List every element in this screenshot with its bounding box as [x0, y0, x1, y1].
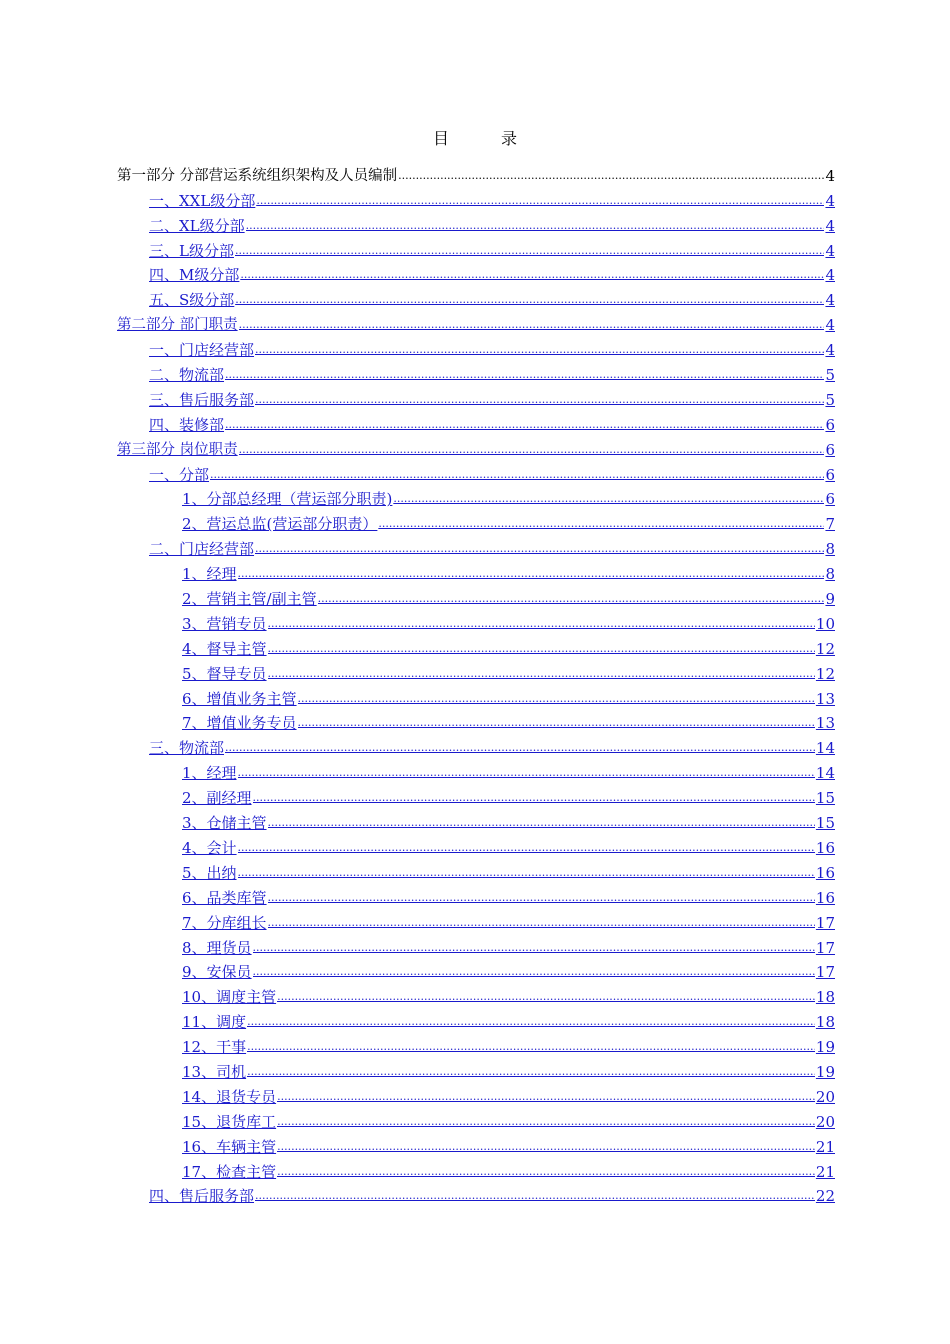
toc-entry-page-number: 17: [815, 913, 835, 932]
toc-entry-label: 五、S级分部: [149, 291, 235, 310]
toc-entry[interactable]: [117, 633, 835, 658]
toc-entry[interactable]: [117, 533, 835, 558]
toc-part-entry[interactable]: [117, 309, 835, 334]
dot-leader: [268, 914, 815, 932]
dot-leader: [210, 466, 824, 484]
toc-entry-page-number: 15: [815, 814, 835, 833]
toc-entry-page-number: 20: [815, 1112, 835, 1131]
dot-leader: [298, 714, 815, 732]
dot-leader: [277, 988, 815, 1006]
toc-entry-page-number: 4: [825, 316, 835, 335]
toc-entry-page-number: 14: [815, 739, 835, 758]
dot-leader: [318, 590, 825, 608]
toc-entry-label: 16、车辆主管: [182, 1137, 277, 1156]
dot-leader: [225, 366, 824, 384]
toc-entry-label: 二、物流部: [149, 366, 225, 385]
toc-entry[interactable]: [117, 210, 835, 235]
toc-entry-page-number: 8: [825, 565, 835, 584]
toc-entry-label: 1、经理: [182, 764, 237, 783]
toc-entry[interactable]: [117, 782, 835, 807]
toc-entry[interactable]: [117, 1081, 835, 1106]
toc-entry-label: 三、售后服务部: [149, 390, 255, 409]
dot-leader: [240, 266, 824, 284]
toc-entry[interactable]: [117, 384, 835, 409]
toc-entry-page-number: 22: [815, 1187, 835, 1206]
toc-entry[interactable]: [117, 359, 835, 384]
dot-leader: [255, 540, 824, 558]
dot-leader: [268, 889, 815, 907]
dot-leader: [268, 665, 815, 683]
toc-entry[interactable]: [117, 1131, 835, 1156]
toc-entry[interactable]: [117, 683, 835, 708]
toc-entry-label: 3、仓储主管: [182, 814, 267, 833]
dot-leader: [255, 391, 824, 409]
dot-leader: [277, 1163, 815, 1181]
toc-entry-label: 17、检查主管: [182, 1162, 277, 1181]
toc-entry-page-number: 12: [815, 664, 835, 683]
toc-entry-label: 二、XL级分部: [149, 216, 245, 235]
toc-entry[interactable]: [117, 732, 835, 757]
toc-entry[interactable]: [117, 260, 835, 285]
toc-entry[interactable]: [117, 235, 835, 260]
toc-entry-page-number: 15: [815, 789, 835, 808]
toc-entry-label: 一、分部: [149, 465, 210, 484]
toc-entry-label: 9、安保员: [182, 963, 252, 982]
toc-entry-page-number: 5: [825, 390, 835, 409]
toc-title: 目 录: [432, 129, 535, 148]
dot-leader: [247, 1038, 815, 1056]
toc-entry-label: 四、M级分部: [149, 266, 240, 285]
toc-entry-page-number: 6: [825, 440, 835, 459]
toc-entry-page-number: 12: [815, 639, 835, 658]
dot-leader: [268, 640, 815, 658]
toc-entry[interactable]: [117, 832, 835, 857]
toc-entry-page-number: 18: [815, 1013, 835, 1032]
toc-entry-page-number: 19: [815, 1038, 835, 1057]
toc-entry[interactable]: [117, 1006, 835, 1031]
toc-entry-label: 8、理货员: [182, 938, 252, 957]
dot-leader: [239, 316, 825, 334]
toc-entry-label: 2、副经理: [182, 789, 252, 808]
toc-entry-label: 13、司机: [182, 1062, 247, 1081]
dot-leader: [238, 565, 825, 583]
dot-leader: [298, 690, 815, 708]
dot-leader: [247, 1063, 815, 1081]
toc-part-entry: [117, 160, 835, 185]
toc-entry[interactable]: [117, 882, 835, 907]
table-of-contents: [117, 160, 835, 1205]
toc-entry-page-number: 6: [825, 490, 835, 509]
toc-entry[interactable]: [117, 807, 835, 832]
toc-entry-page-number: 4: [825, 266, 835, 285]
toc-entry-label: 2、营运总监(营运部分职责）: [182, 515, 378, 534]
dot-leader: [247, 1013, 815, 1031]
toc-entry[interactable]: [117, 284, 835, 309]
toc-part-entry[interactable]: [117, 434, 835, 459]
dot-leader: [253, 789, 815, 807]
dot-leader: [235, 291, 824, 309]
toc-entry-label: 7、增值业务专员: [182, 714, 297, 733]
dot-leader: [253, 963, 815, 981]
dot-leader: [238, 864, 815, 882]
toc-entry-label: 5、出纳: [182, 863, 237, 882]
toc-entry[interactable]: [117, 932, 835, 957]
toc-entry-page-number: 8: [825, 540, 835, 559]
toc-entry-label: 7、分库组长: [182, 913, 267, 932]
dot-leader: [246, 217, 825, 235]
toc-entry-page-number: 14: [815, 764, 835, 783]
toc-entry-page-number: 16: [815, 838, 835, 857]
dot-leader: [256, 192, 824, 210]
dot-leader: [268, 615, 815, 633]
toc-entry[interactable]: [117, 508, 835, 533]
toc-entry[interactable]: [117, 334, 835, 359]
toc-entry-page-number: 5: [825, 366, 835, 385]
toc-entry[interactable]: [117, 409, 835, 434]
toc-entry-label: 第三部分 岗位职责: [117, 441, 238, 458]
toc-entry-label: 11、调度: [182, 1013, 247, 1032]
toc-entry-label: 5、督导专员: [182, 664, 267, 683]
toc-entry-page-number: 19: [815, 1062, 835, 1081]
toc-entry-page-number: 10: [815, 614, 835, 633]
toc-entry-label: 3、营销专员: [182, 614, 267, 633]
toc-entry-page-number: 7: [825, 515, 835, 534]
toc-entry[interactable]: [117, 757, 835, 782]
toc-entry-label: 12、干事: [182, 1038, 247, 1057]
toc-entry-page-number: 17: [815, 938, 835, 957]
toc-entry-page-number: 16: [815, 863, 835, 882]
toc-entry-label: 四、售后服务部: [149, 1187, 255, 1206]
toc-entry-label: 三、L级分部: [149, 241, 234, 260]
toc-entry-label: 第一部分 分部营运系统组织架构及人员编制: [117, 167, 398, 184]
toc-entry-label: 三、物流部: [149, 739, 225, 758]
toc-entry-page-number: 4: [825, 241, 835, 260]
toc-entry-label: 15、退货库工: [182, 1112, 277, 1131]
dot-leader: [238, 764, 815, 782]
toc-entry-page-number: 13: [815, 689, 835, 708]
toc-entry-label: 14、退货专员: [182, 1087, 277, 1106]
toc-entry-label: 1、经理: [182, 565, 237, 584]
toc-entry-page-number: 4: [825, 191, 835, 210]
toc-entry[interactable]: [117, 708, 835, 733]
toc-entry-label: 第二部分 部门职责: [117, 317, 238, 334]
dot-leader: [225, 416, 824, 434]
toc-entry[interactable]: [117, 1031, 835, 1056]
toc-entry-label: 10、调度主管: [182, 988, 277, 1007]
toc-entry-page-number: 21: [815, 1162, 835, 1181]
toc-entry-page-number: 4: [825, 291, 835, 310]
toc-entry-label: 四、装修部: [149, 415, 225, 434]
toc-entry-label: 4、督导主管: [182, 639, 267, 658]
dot-leader: [277, 1113, 815, 1131]
toc-entry-page-number: 6: [825, 415, 835, 434]
toc-entry[interactable]: [117, 957, 835, 982]
toc-entry-label: 一、门店经营部: [149, 341, 255, 360]
dot-leader: [255, 341, 824, 359]
dot-leader: [378, 515, 824, 533]
toc-entry-page-number: 20: [815, 1087, 835, 1106]
toc-entry[interactable]: [117, 484, 835, 509]
toc-entry[interactable]: [117, 558, 835, 583]
toc-entry-label: 2、营销主管/副主管: [182, 590, 317, 609]
toc-entry-page-number: 13: [815, 714, 835, 733]
dot-leader: [253, 939, 815, 957]
toc-entry-label: 4、会计: [182, 838, 237, 857]
toc-entry-page-number: 16: [815, 888, 835, 907]
toc-entry-page-number: 18: [815, 988, 835, 1007]
dot-leader: [268, 814, 815, 832]
toc-entry[interactable]: [117, 185, 835, 210]
toc-entry[interactable]: [117, 1156, 835, 1181]
dot-leader: [239, 441, 825, 459]
toc-entry-label: 一、XXL级分部: [149, 191, 256, 210]
toc-entry[interactable]: [117, 857, 835, 882]
dot-leader: [238, 839, 815, 857]
toc-entry-page-number: 21: [815, 1137, 835, 1156]
dot-leader: [398, 167, 824, 185]
toc-entry[interactable]: [117, 459, 835, 484]
toc-entry-label: 6、品类库管: [182, 888, 267, 907]
toc-entry[interactable]: [117, 583, 835, 608]
toc-entry[interactable]: [117, 658, 835, 683]
dot-leader: [255, 1187, 815, 1205]
dot-leader: [277, 1138, 815, 1156]
toc-entry[interactable]: [117, 608, 835, 633]
toc-entry[interactable]: [117, 1056, 835, 1081]
toc-entry-page-number: 9: [825, 590, 835, 609]
toc-entry-label: 6、增值业务主管: [182, 689, 297, 708]
toc-entry-page-number: 4: [825, 166, 835, 185]
dot-leader: [235, 242, 824, 260]
toc-entry-label: 1、分部总经理（营运部分职责): [182, 490, 393, 509]
toc-entry-page-number: 4: [825, 216, 835, 235]
toc-entry[interactable]: [117, 1181, 835, 1206]
toc-entry[interactable]: [117, 907, 835, 932]
toc-entry-page-number: 4: [825, 341, 835, 360]
dot-leader: [277, 1088, 815, 1106]
toc-entry[interactable]: [117, 1106, 835, 1131]
toc-entry-page-number: 6: [825, 465, 835, 484]
toc-entry-page-number: 17: [815, 963, 835, 982]
dot-leader: [225, 739, 815, 757]
dot-leader: [393, 490, 824, 508]
toc-entry-label: 二、门店经营部: [149, 540, 255, 559]
toc-entry[interactable]: [117, 981, 835, 1006]
